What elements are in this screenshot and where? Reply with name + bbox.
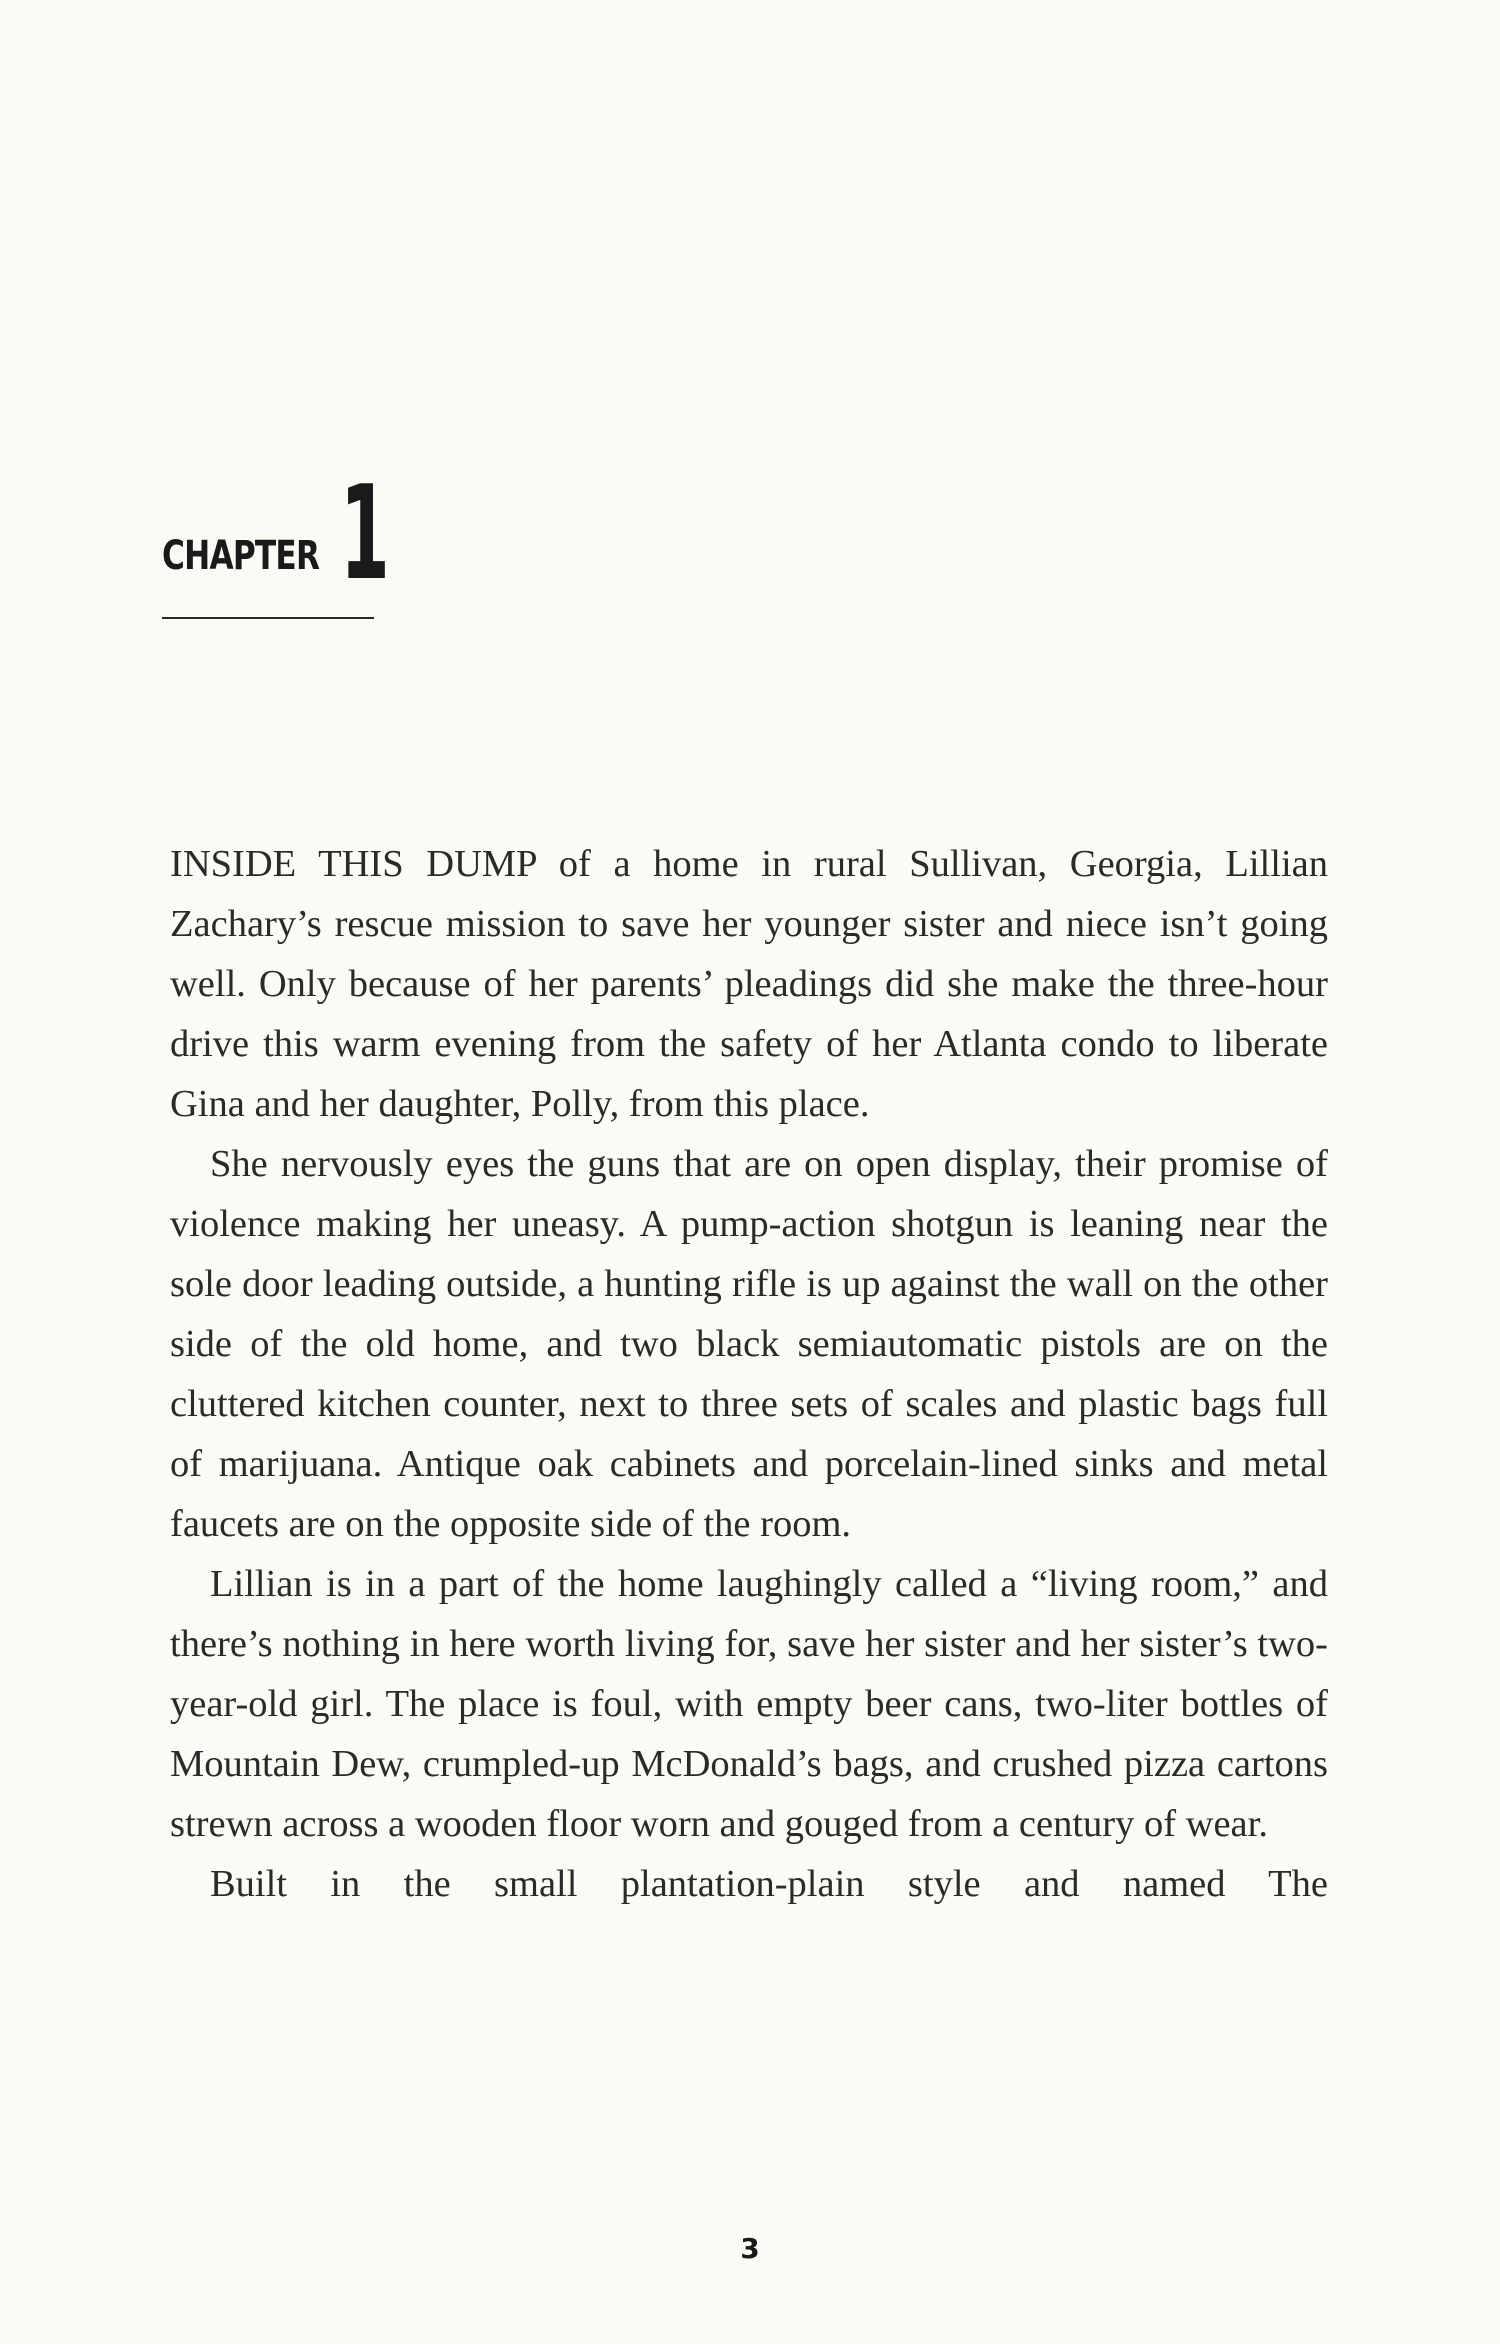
paragraph: Built in the small plantation-plain style and named The <box>210 1863 1328 1905</box>
page-number: 3 <box>740 2232 760 2265</box>
chapter-heading <box>162 457 390 618</box>
chapter-rule <box>162 617 374 619</box>
body-text <box>170 834 1328 1914</box>
paragraph: She nervously eyes the guns that are on open display, their promise of violence making her uneasy. A pump-action shotgun is leaning near the sole door leading outside, a hunting rifle is up against the wall on the other side of the old home, and two black semiautomatic pistols are on the cluttered kitchen counter, next to three sets of scales and plastic bags full of marijuana. Antique oak cabinets and porcelain-lined sinks and metal faucets are on the opposite side of the room. <box>170 1143 1328 1545</box>
chapter-number: 1 <box>340 457 390 609</box>
paragraph: Lillian is in a part of the home laughingly called a “living room,” and there’s nothing in here worth living for, save her sister and her sister’s two-year-old girl. The place is foul, with empty beer cans, two-liter bottles of Mountain Dew, crumpled-up McDonald’s bags, and crushed pizza cartons strewn across a wooden floor worn and gouged from a century of wear. <box>170 1563 1328 1845</box>
chapter-label: CHAPTER <box>162 533 320 579</box>
paragraph: INSIDE THIS DUMP of a home in rural Sullivan, Georgia, Lillian Zachary’s rescue mission to save her younger sister and niece isn’t going well. Only because of her parents’ pleadings did she make the three-hour drive this warm evening from the safety of her Atlanta condo to liberate Gina and her daughter, Polly, from this place. <box>170 843 1328 1125</box>
